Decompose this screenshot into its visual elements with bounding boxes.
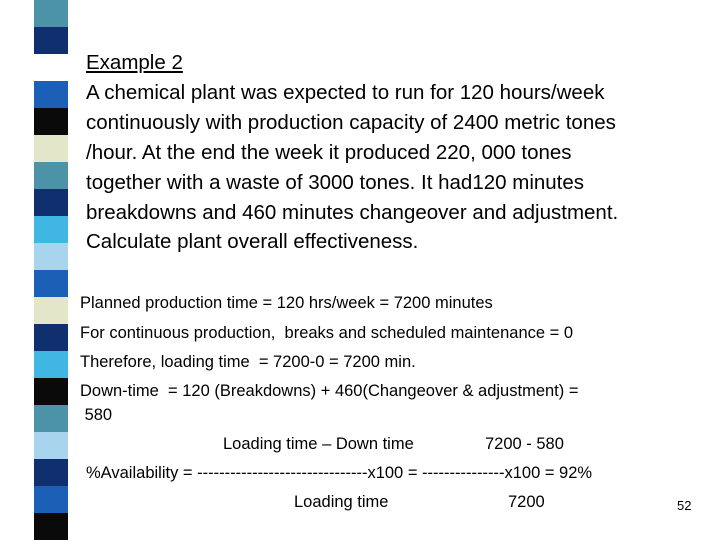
problem-line-6: Calculate plant overall effectiveness. [86, 230, 419, 253]
stripe-square [34, 27, 68, 54]
solution-line-3: Therefore, loading time = 7200-0 = 7200 min. [80, 353, 416, 371]
example-title: Example 2 [86, 51, 183, 74]
stripe-square [34, 378, 68, 405]
stripe-square [34, 513, 68, 540]
stripe-square [34, 432, 68, 459]
stripe-square [34, 459, 68, 486]
solution-line-5: 580 [80, 406, 113, 424]
stripe-square [34, 297, 68, 324]
problem-line-1: A chemical plant was expected to run for 120 hours/week [86, 81, 605, 104]
formula-numerator-left: Loading time – Down time [223, 435, 414, 453]
stripe-square [34, 351, 68, 378]
solution-line-1: Planned production time = 120 hrs/week = 7200 minutes [80, 294, 493, 312]
stripe-square [34, 189, 68, 216]
stripe-square [34, 405, 68, 432]
stripe-square [34, 486, 68, 513]
stripe-square [34, 0, 68, 27]
stripe-square [34, 135, 68, 162]
stripe-square [34, 54, 68, 81]
stripe-square [34, 81, 68, 108]
page-number: 52 [677, 498, 692, 513]
stripe-square [34, 162, 68, 189]
stripe-square [34, 108, 68, 135]
formula-denominator-left: Loading time [294, 493, 389, 511]
solution-line-4: Down-time = 120 (Breakdowns) + 460(Changeover & adjustment) = [80, 382, 579, 400]
availability-formula-line: %Availability = -------------------------------x100 = ---------------x100 = 92% [86, 464, 593, 482]
problem-line-3: /hour. At the end the week it produced 220, 000 tones [86, 141, 572, 164]
problem-line-2: continuously with production capacity of 2400 metric tones [86, 111, 616, 134]
formula-denominator-right: 7200 [508, 493, 545, 511]
problem-line-4: together with a waste of 3000 tones. It had120 minutes [86, 171, 585, 194]
formula-numerator-right: 7200 - 580 [485, 435, 564, 453]
decorative-square-stripe [0, 0, 68, 540]
problem-line-5: breakdowns and 460 minutes changeover and adjustment. [86, 201, 619, 224]
stripe-square [34, 243, 68, 270]
stripe-square [34, 324, 68, 351]
stripe-square [34, 216, 68, 243]
stripe-square [34, 270, 68, 297]
solution-line-2: For continuous production, breaks and scheduled maintenance = 0 [80, 324, 574, 342]
